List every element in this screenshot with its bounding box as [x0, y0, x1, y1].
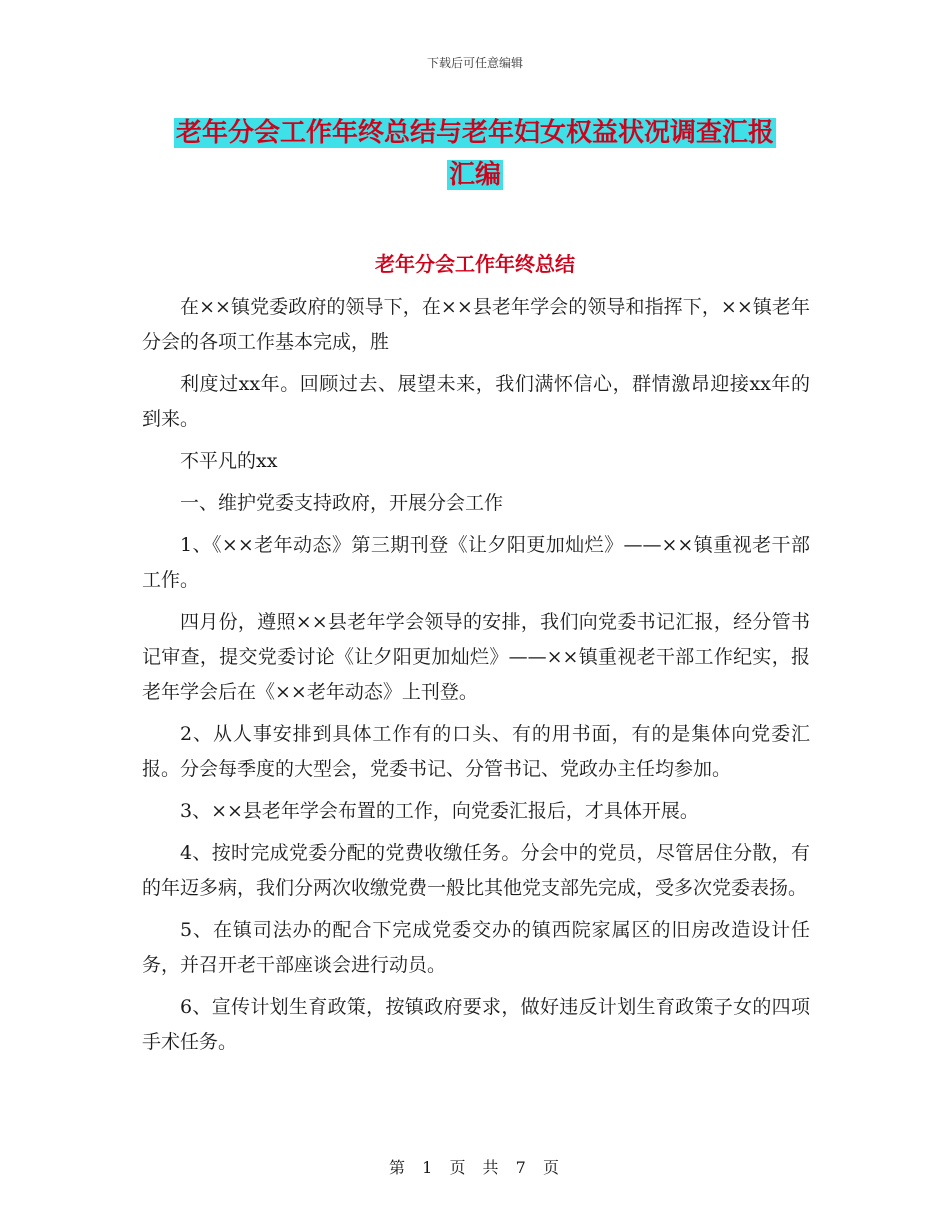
paragraph: 四月份，遵照××县老年学会领导的安排，我们向党委书记汇报，经分管书记审查，提交党委讨论《让夕阳更加灿烂》——××镇重视老干部工作纪实，报老年学会后在《××老年动态》上刊登。 — [142, 611, 810, 703]
paragraph: 一、维护党委支持政府，开展分会工作 — [180, 492, 504, 514]
paragraph: 6、宣传计划生育政策，按镇政府要求，做好违反计划生育政策子女的四项手术任务。 — [142, 996, 810, 1053]
document-title — [140, 112, 810, 196]
document-body — [142, 290, 810, 1067]
footer-suffix: 页 — [542, 1158, 561, 1177]
paragraph: 1、《××老年动态》第三期刊登《让夕阳更加灿烂》——××镇重视老干部工作。 — [142, 534, 810, 591]
paragraph: 4、按时完成党委分配的党费收缴任务。分会中的党员，尽管居住分散，有的年迈多病，我们分两次收缴党费一般比其他党支部先完成，受多次党委表扬。 — [142, 842, 810, 899]
footer-total-word: 共 — [482, 1158, 501, 1177]
paragraph: 利度过xx年。回顾过去、展望未来，我们满怀信心，群情激昂迎接xx年的到来。 — [142, 373, 810, 430]
section-heading: 老年分会工作年终总结 — [375, 252, 575, 276]
page-number-footer — [0, 1155, 950, 1178]
total-page-count: 7 — [515, 1158, 528, 1177]
paragraph: 在××镇党委政府的领导下，在××县老年学会的领导和指挥下，××镇老年分会的各项工作基本完成，胜 — [142, 296, 810, 353]
paragraph: 2、从人事安排到具体工作有的口头、有的用书面，有的是集体向党委汇报。分会每季度的大型会，党委书记、分管书记、党政办主任均参加。 — [142, 723, 810, 780]
document-title-line2: 汇编 — [448, 160, 501, 190]
footer-prefix: 第 — [389, 1158, 408, 1177]
page-header-note: 下载后可任意编辑 — [426, 56, 523, 70]
footer-page-word: 页 — [449, 1158, 468, 1177]
current-page-number: 1 — [422, 1158, 435, 1177]
paragraph: 不平凡的xx — [180, 450, 278, 472]
paragraph: 5、在镇司法办的配合下完成党委交办的镇西院家属区的旧房改造设计任务，并召开老干部座谈会进行动员。 — [142, 919, 810, 976]
paragraph: 3、××县老年学会布置的工作，向党委汇报后，才具体开展。 — [180, 800, 699, 822]
document-title-line1: 老年分会工作年终总结与老年妇女权益状况调查汇报 — [175, 118, 774, 148]
